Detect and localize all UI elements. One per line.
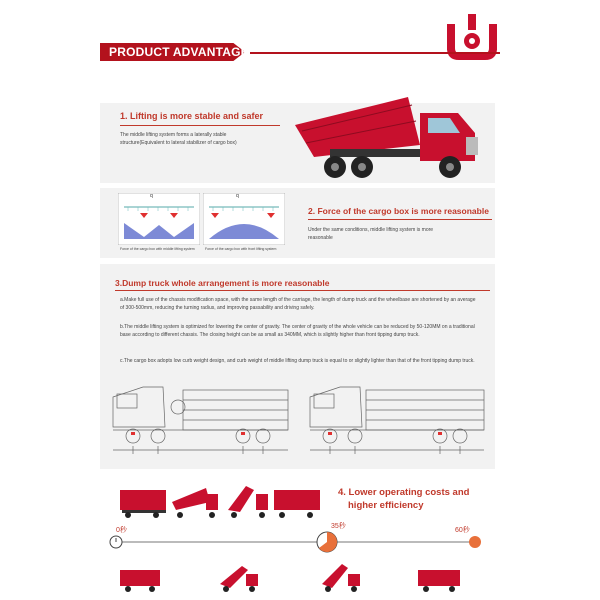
section-3-underline	[115, 290, 490, 291]
truck-sequence-bottom	[120, 562, 490, 594]
force-label-right: q	[236, 193, 239, 199]
clock-mid-icon	[316, 531, 338, 553]
section-1-body: The middle lifting system forms a laterally stable structure(Equivalent to lateral stabilizer of cargo box)	[120, 132, 237, 146]
section-3-para-b: b.The middle lifting system is optimized for lowering the center of gravity. The center of gravity of the whole vehicle can be reduced by 50-120MM on a traditional base according to different chassis. The closing height can be as small as 340MM, which is slightly higher than front tipping dump truck.	[120, 324, 475, 338]
truck-drawing-left	[103, 372, 298, 462]
section-3-para-c: c.The cargo box adopts low curb weight design, and curb weight of middle lifting dump truck is equal to or slightly lighter than that of the front tipping dump truck.	[120, 358, 475, 364]
force-label-left: q	[150, 193, 153, 199]
banner-divider	[250, 52, 500, 54]
section-1-underline	[120, 125, 280, 126]
clock-end-icon	[468, 535, 482, 549]
section-2-title: 2. Force of the cargo box is more reasonable	[308, 206, 489, 216]
timeline-label-mid: 35秒	[331, 523, 346, 530]
left-diagram-caption: Force of the cargo box with middle lifting system	[120, 247, 195, 251]
section-banner	[100, 43, 500, 61]
section-2-body: Under the same conditions, middle lifting system is more reasonable	[308, 227, 434, 241]
timeline-track	[117, 541, 475, 543]
section-3-title: 3.Dump truck whole arrangement is more reasonable	[115, 278, 330, 288]
truck-drawing-right	[300, 372, 495, 462]
banner-title: PRODUCT ADVANTAGE	[109, 45, 249, 59]
clock-start-icon	[109, 535, 123, 549]
section-4-title-line2: higher efficiency	[348, 500, 424, 511]
dump-truck-tilted-image	[290, 93, 490, 188]
right-diagram-caption: Force of the cargo box with front lifting system	[205, 247, 277, 251]
section-4-title-line1: 4. Lower operating costs and	[338, 487, 470, 498]
force-diagram-front-lifting	[203, 193, 285, 245]
section-1-title: 1. Lifting is more stable and safer	[120, 111, 264, 121]
force-diagram-middle-lifting	[118, 193, 200, 245]
section-3-para-a: a.Make full use of the chassis modification space, with the same length of the carriage, the length of dump truck and the wheelbase are shortened by an average of 300-500mm, reducing the turning radius, and improving passability and driving safely.	[120, 297, 476, 311]
section-2-underline	[308, 219, 492, 220]
truck-sequence-top	[120, 486, 320, 520]
timeline-label-end: 60秒	[455, 527, 470, 534]
timeline-label-start: 0秒	[116, 527, 127, 534]
